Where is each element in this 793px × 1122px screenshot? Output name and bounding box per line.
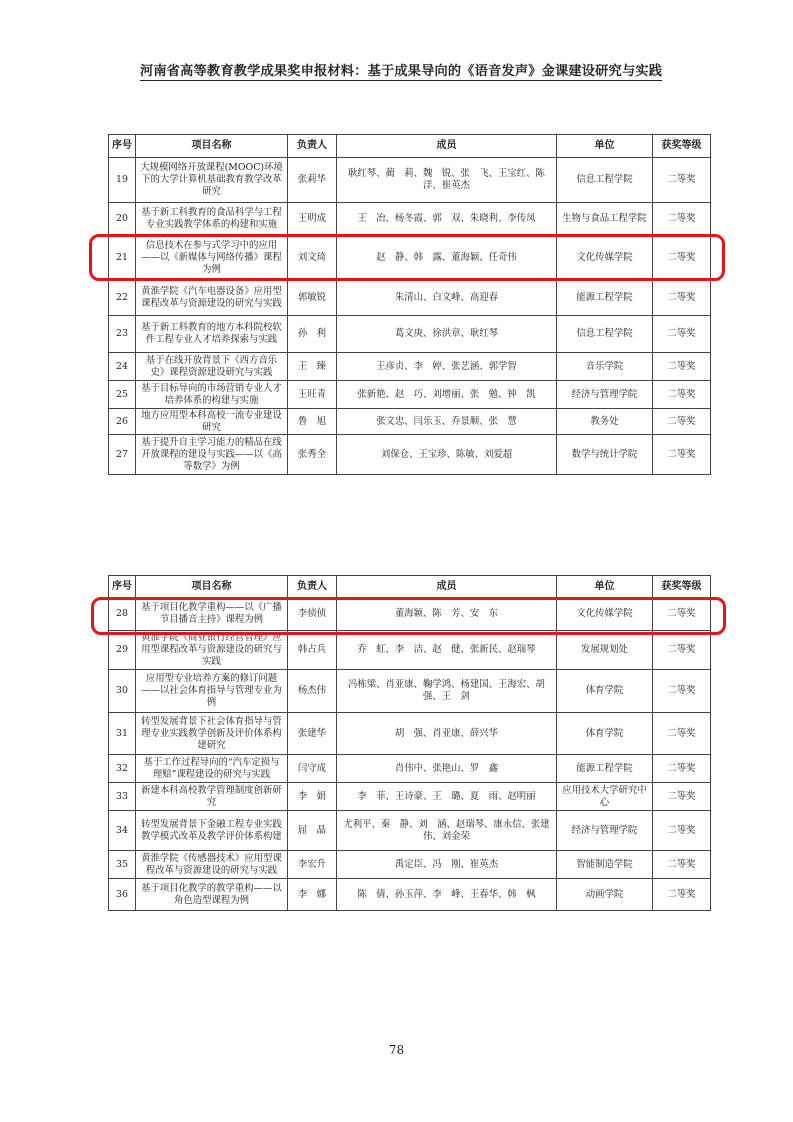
- table-header-row: [109, 135, 711, 158]
- row-no: 29: [109, 631, 136, 670]
- row-award: 二等奖: [653, 598, 711, 631]
- row-unit: 能源工程学院: [557, 755, 653, 783]
- row-leader: 王 臻: [288, 353, 337, 381]
- row-no: 28: [109, 598, 136, 631]
- row-leader: 鲁 旭: [288, 409, 337, 435]
- row-members: 乔 虹、李 洁、赵 健、张新民、赵瑞琴: [337, 631, 557, 670]
- row-no: 34: [109, 811, 136, 851]
- table-header-row: [109, 576, 711, 598]
- row-members: 刘保仓、王宝珍、陈敏、刘爱超: [337, 435, 557, 475]
- row-no: 19: [109, 158, 136, 203]
- row-unit: 智能制造学院: [557, 851, 653, 879]
- row-leader: 闫守成: [288, 755, 337, 783]
- row-no: 21: [109, 236, 136, 280]
- table-row: [109, 158, 711, 203]
- row-unit: 文化传媒学院: [557, 236, 653, 280]
- row-members: 陈 倩、孙玉萍、李 峰、王春华、韩 枫: [337, 879, 557, 911]
- row-project-name: 新建本科高校教学管理制度创新研究: [136, 783, 288, 811]
- row-unit: 文化传媒学院: [557, 598, 653, 631]
- col-header-name: 项目名称: [136, 576, 288, 598]
- row-leader: 张秀全: [288, 435, 337, 475]
- row-project-name: 基于新工科教育的食品科学与工程专业实践教学体系的构建和实施: [136, 203, 288, 236]
- col-header-leader: 负责人: [288, 135, 337, 158]
- row-award: 二等奖: [653, 353, 711, 381]
- row-leader: 王旺青: [288, 381, 337, 409]
- row-no: 24: [109, 353, 136, 381]
- col-header-members: 成员: [337, 135, 557, 158]
- row-award: 二等奖: [653, 236, 711, 280]
- row-project-name: 基于提升自主学习能力的精品在线开放课程的建设与实践——以《高等数学》为例: [136, 435, 288, 475]
- row-project-name: 信息技术在参与式学习中的应用——以《新媒体与网络传播》课程为例: [136, 236, 288, 280]
- col-header-no: 序号: [109, 135, 136, 158]
- row-award: 二等奖: [653, 783, 711, 811]
- row-project-name: 转型发展背景下社会体育指导与管理专业实践教学创新及评价体系构建研究: [136, 713, 288, 755]
- row-award: 二等奖: [653, 203, 711, 236]
- row-project-name: 基于在线开放背景下《西方音乐史》课程资源建设研究与实践: [136, 353, 288, 381]
- row-members: 张新艳、赵 巧、刘增丽、张 勉、钟 凯: [337, 381, 557, 409]
- row-project-name: 基于工作过程导向的“汽车定损与理赔”课程建设的研究与实践: [136, 755, 288, 783]
- row-no: 31: [109, 713, 136, 755]
- row-unit: 应用技术大学研究中心: [557, 783, 653, 811]
- row-award: 二等奖: [653, 381, 711, 409]
- table-row: [109, 755, 711, 783]
- row-unit: 信息工程学院: [557, 158, 653, 203]
- row-award: 二等奖: [653, 755, 711, 783]
- row-leader: 屈 晶: [288, 811, 337, 851]
- row-project-name: 转型发展背景下金融工程专业实践教学模式改革及教学评价体系构建: [136, 811, 288, 851]
- row-project-name: 地方应用型本科高校一流专业建设研究: [136, 409, 288, 435]
- row-no: 35: [109, 851, 136, 879]
- row-unit: 经济与管理学院: [557, 381, 653, 409]
- row-unit: 音乐学院: [557, 353, 653, 381]
- col-header-unit: 单位: [557, 135, 653, 158]
- row-award: 二等奖: [653, 670, 711, 713]
- row-no: 26: [109, 409, 136, 435]
- row-members: 王彦贞、李 婷、张艺涵、郭学智: [337, 353, 557, 381]
- row-members: 赵 静、韩 露、董海颖、任奇伟: [337, 236, 557, 280]
- row-award: 二等奖: [653, 435, 711, 475]
- row-award: 二等奖: [653, 158, 711, 203]
- row-members: 禹定臣、冯 刚、崔英杰: [337, 851, 557, 879]
- table-row: [109, 280, 711, 316]
- row-leader: 郭敏锐: [288, 280, 337, 316]
- row-no: 22: [109, 280, 136, 316]
- row-unit: 教务处: [557, 409, 653, 435]
- row-leader: 刘文琦: [288, 236, 337, 280]
- col-header-award: 获奖等级: [653, 135, 711, 158]
- row-members: 李 菲、王诗豪、王 璐、夏 雨、赵明丽: [337, 783, 557, 811]
- awards-table-1: [108, 134, 711, 475]
- row-project-name: 基于目标导向的市场营销专业人才培养体系的构建与实施: [136, 381, 288, 409]
- row-leader: 张建华: [288, 713, 337, 755]
- row-members: 胡 强、肖亚康、薛兴华: [337, 713, 557, 755]
- row-members: 张文忠、闫乐玉、乔景顺、张 慧: [337, 409, 557, 435]
- highlight-box-row-21: [89, 234, 725, 281]
- row-leader: 李 娜: [288, 879, 337, 911]
- table-row: [109, 203, 711, 236]
- row-no: 20: [109, 203, 136, 236]
- row-members: 董海颖、陈 芳、安 东: [337, 598, 557, 631]
- row-project-name: 基于项目化教学重构——以《广播节目播音主持》课程为例: [136, 598, 288, 631]
- row-unit: 动画学院: [557, 879, 653, 911]
- row-no: 27: [109, 435, 136, 475]
- table-row: [109, 409, 711, 435]
- row-members: 肖伟中、张艳山、罗 鑫: [337, 755, 557, 783]
- col-header-leader: 负责人: [288, 576, 337, 598]
- row-no: 25: [109, 381, 136, 409]
- row-project-name: 黄淮学院《商业银行经营管理》应用型课程改革与资源建设的研究与实践: [136, 631, 288, 670]
- row-award: 二等奖: [653, 409, 711, 435]
- table-row: [109, 631, 711, 670]
- col-header-members: 成员: [337, 576, 557, 598]
- row-no: 36: [109, 879, 136, 911]
- row-leader: 张莉华: [288, 158, 337, 203]
- col-header-no: 序号: [109, 576, 136, 598]
- row-leader: 杨杰伟: [288, 670, 337, 713]
- row-members: 尤利平、秦 静、刘 涵、赵瑞琴、康永信、张建伟、刘金荣: [337, 811, 557, 851]
- row-unit: 体育学院: [557, 670, 653, 713]
- row-unit: 体育学院: [557, 713, 653, 755]
- row-award: 二等奖: [653, 713, 711, 755]
- col-header-unit: 单位: [557, 576, 653, 598]
- row-project-name: 基于新工科教育的地方本科院校软件工程专业人才培养探索与实践: [136, 316, 288, 353]
- row-award: 二等奖: [653, 280, 711, 316]
- row-award: 二等奖: [653, 631, 711, 670]
- row-project-name: 黄淮学院《汽车电器设备》应用型课程改革与资源建设的研究与实践: [136, 280, 288, 316]
- row-unit: 能源工程学院: [557, 280, 653, 316]
- table-row: [109, 783, 711, 811]
- row-award: 二等奖: [653, 879, 711, 911]
- row-unit: 信息工程学院: [557, 316, 653, 353]
- highlight-box-row-28: [91, 597, 726, 635]
- row-leader: 李 娟: [288, 783, 337, 811]
- row-no: 23: [109, 316, 136, 353]
- row-leader: 韩占兵: [288, 631, 337, 670]
- row-leader: 孙 利: [288, 316, 337, 353]
- table-row: [109, 851, 711, 879]
- row-leader: 李侦侦: [288, 598, 337, 631]
- row-unit: 数学与统计学院: [557, 435, 653, 475]
- row-project-name: 大规模网络开放课程(MOOC)环境下的大学计算机基础教育教学改革研究: [136, 158, 288, 203]
- row-leader: 李宏升: [288, 851, 337, 879]
- table-row: [109, 713, 711, 755]
- row-leader: 王明成: [288, 203, 337, 236]
- table-row: [109, 381, 711, 409]
- row-members: 耿红琴、蔺 莉、魏 锐、张 飞、王宝红、陈 洋、崔英杰: [337, 158, 557, 203]
- row-members: 葛文庚、徐洪章、耿红琴: [337, 316, 557, 353]
- row-award: 二等奖: [653, 811, 711, 851]
- table-row: [109, 670, 711, 713]
- table-row: [109, 316, 711, 353]
- row-no: 30: [109, 670, 136, 713]
- document-header: 河南省高等教育教学成果奖申报材料：基于成果导向的《语音发声》金课建设研究与实践: [140, 64, 663, 79]
- table-row: [109, 811, 711, 851]
- row-unit: 发展规划处: [557, 631, 653, 670]
- row-project-name: 黄淮学院《传感器技术》应用型课程改革与资源建设的研究与实践: [136, 851, 288, 879]
- col-header-name: 项目名称: [136, 135, 288, 158]
- row-unit: 经济与管理学院: [557, 811, 653, 851]
- page-number: 78: [388, 1043, 405, 1057]
- table-row: [109, 879, 711, 911]
- row-project-name: 应用型专业培养方案的修订问题——以社会体育指导与管理专业为例: [136, 670, 288, 713]
- row-members: 王 冶、杨冬霞、郭 双、朱晓利、李传凤: [337, 203, 557, 236]
- row-members: 冯栋梁、肖亚康、鞠学鸿、杨建国、王海宏、胡 强、王 剑: [337, 670, 557, 713]
- table-row: [109, 353, 711, 381]
- row-no: 33: [109, 783, 136, 811]
- col-header-award: 获奖等级: [653, 576, 711, 598]
- row-project-name: 基于项目化教学的教学重构——以角色造型课程为例: [136, 879, 288, 911]
- row-unit: 生物与食品工程学院: [557, 203, 653, 236]
- row-members: 朱清山、白文峰、高迎春: [337, 280, 557, 316]
- row-award: 二等奖: [653, 316, 711, 353]
- table-row: [109, 435, 711, 475]
- row-award: 二等奖: [653, 851, 711, 879]
- row-no: 32: [109, 755, 136, 783]
